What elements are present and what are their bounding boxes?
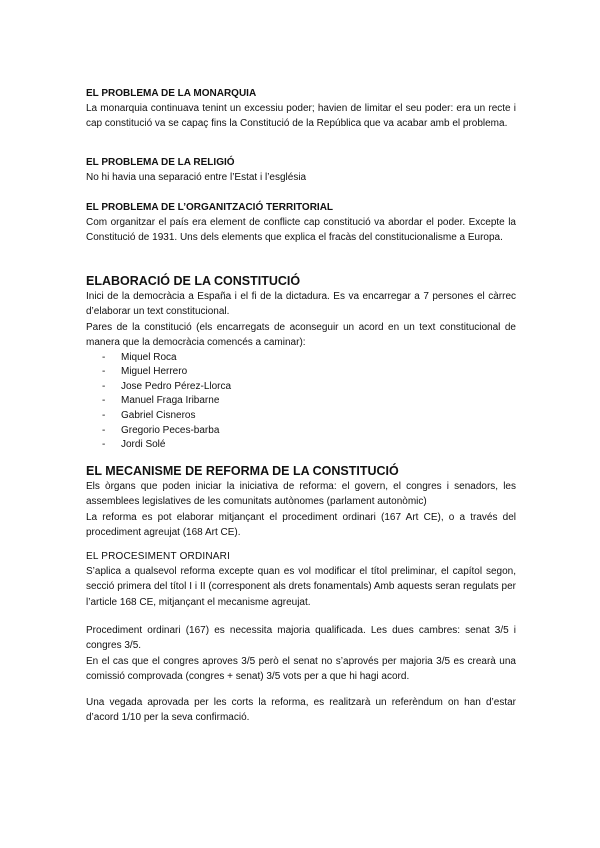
list-item: - Miquel Roca [102,351,516,366]
section-paragraph: Inici de la democràcia a España i el fi de la dictadura. Es va encarregar a 7 persones el càrrec d’elaborar un text constitucional. [86,291,516,318]
section-referendum [86,695,516,726]
section-monarquia [86,87,516,132]
list-item: - Gregorio Peces-barba [102,424,516,439]
section-majoria [86,623,516,685]
section-text: Una vegada aprovada per les corts la reforma, es realitzarà un referèndum on han d’estar d’acord 1/10 per la seva confirmació. [86,697,516,724]
section-subheading: EL PROCESIMENT ORDINARI [86,551,231,562]
section-procesiment-ordinari [86,550,516,610]
list-item: - Jordi Solé [102,438,516,453]
section-religio [86,156,516,185]
section-elaboracio [86,273,516,453]
section-paragraph: Procediment ordinari (167) es necessita majoria qualificada. Les dues cambres: senat 3/5 i congres 3/5. [86,625,516,652]
section-heading: ELABORACIÓ DE LA CONSTITUCIÓ [86,274,301,288]
list-item: - Manuel Fraga Iribarne [102,394,516,409]
section-heading: EL PROBLEMA DE L’ORGANITZACIÓ TERRITORIAL [86,202,334,213]
section-paragraph: En el cas que el congres aproves 3/5 però el senat no s’aprovés per majoria 3/5 es crearà una comissió comprovada (congres + senat) 3/5 vots per a que hi hagi acord. [86,655,516,683]
list-item: - Jose Pedro Pérez-Llorca [102,380,516,395]
section-paragraph: Pares de la constitució (els encarregats de aconseguir un acord en un text constitucional de manera que la democràcia comencés a caminar): [86,321,516,349]
list-item: - Miguel Herrero [102,365,516,380]
section-organitzacio-territorial [86,201,516,246]
section-heading: EL PROBLEMA DE LA RELIGIÓ [86,157,235,168]
section-text: La monarquia continuava tenint un excessiu poder; havien de limitar el seu poder: era un recte i cap constitució va se capaç fins la Constitució de la República que va acabar amb el problema. [86,103,516,130]
section-text: Com organitzar el país era element de conflicte cap constitució va abordar el poder. Excepte la Constitució de 1931. Uns dels elements que explica el fracàs del constitucionalisme a Europa. [86,217,516,244]
list-item: - Gabriel Cisneros [102,409,516,424]
section-heading: EL MECANISME DE REFORMA DE LA CONSTITUCIÓ [86,464,399,478]
section-paragraph: La reforma es pot elaborar mitjançant el procediment ordinari (167 Art CE), o a través del procediment agreujat (168 Art CE). [86,511,516,539]
fathers-list [86,351,516,453]
section-heading: EL PROBLEMA DE LA MONARQUIA [86,88,257,99]
section-text: No hi havia una separació entre l’Estat i l’església [86,172,307,183]
section-paragraph: Els òrgans que poden iniciar la iniciativa de reforma: el govern, el congres i senadors, les assemblees legislatives de les comunitats autònomes (parlament autonòmic) [86,481,516,508]
section-mecanisme-reforma [86,463,516,541]
section-text: S’aplica a qualsevol reforma excepte quan es vol modificar el títol preliminar, el capítol segon, secció primera del títol I i II (corresponent als drets fonamentals) Amb aquests seran regulats per l’article 168 CE, mitjançant el mecanisme agreujat. [86,566,516,608]
